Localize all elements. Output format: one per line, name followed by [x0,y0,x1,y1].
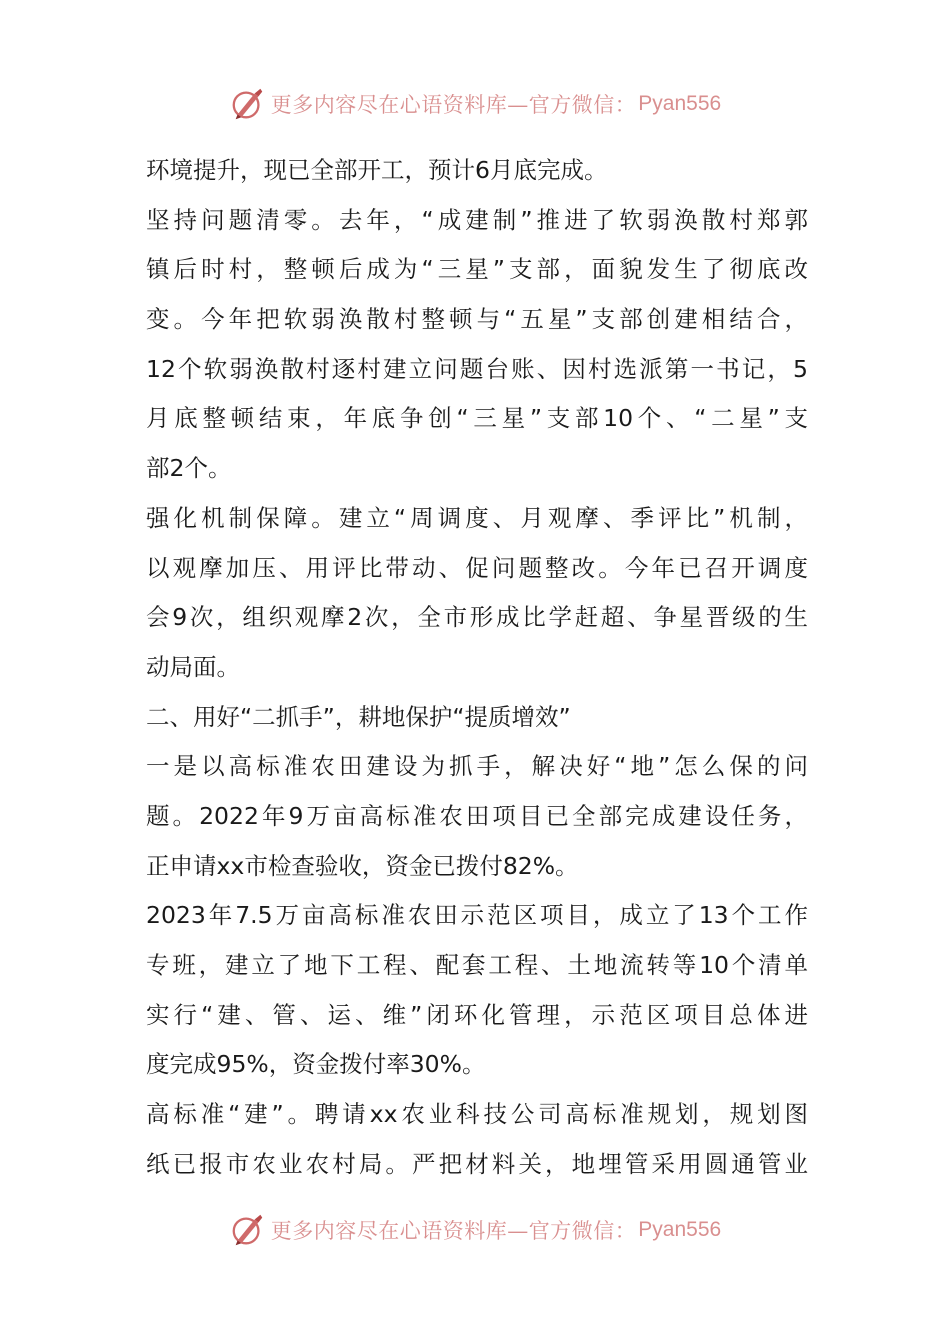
text-line: 实行“建、管、运、维”闭环化管理，示范区项目总体进 [146,1000,808,1029]
text-line: 一是以高标准农田建设为抓手，解决好“地”怎么保的问 [146,752,808,781]
header-watermark-banner [0,84,950,124]
text-line: 纸已报市农业农村局。严把材料关，地埋管采用圆通管业 [146,1149,808,1178]
footer-watermark-banner [0,1210,950,1250]
text-line: 坚持问题清零。去年，“成建制”推进了软弱涣散村郑郭 [146,205,808,234]
text-line: 2023年7.5万亩高标准农田示范区项目，成立了13个工作 [146,901,808,930]
footer-watermark-account: Pyan556 [638,1218,722,1241]
pen-logo-icon [229,1211,267,1249]
text-line: 镇后时村，整顿后成为“三星”支部，面貌发生了彻底改 [146,255,808,284]
footer-watermark-text: 更多内容尽在心语资料库—官方微信： [270,1219,637,1243]
text-line: 正申请xx市检查验收，资金已拨付82%。 [146,851,579,880]
text-line: 动局面。 [146,652,240,681]
text-line: 月底整顿结束，年底争创“三星”支部10个、“二星”支 [146,404,808,433]
text-line: 高标准“建”。聘请xx农业科技公司高标准规划，规划图 [146,1100,808,1129]
text-line: 环境提升，现已全部开工，预计6月底完成。 [146,156,608,184]
text-line: 度完成95%，资金拨付率30%。 [146,1050,486,1079]
text-line: 以观摩加压、用评比带动、促问题整改。今年已召开调度 [146,553,808,582]
document-body [146,146,808,1189]
text-line: 部2个。 [146,454,232,483]
text-line: 专班，建立了地下工程、配套工程、土地流转等10个清单 [146,951,808,979]
section-heading: 二、用好“二抓手”，耕地保护“提质增效” [146,702,571,731]
pen-logo-icon [229,85,267,123]
header-watermark-account: Pyan556 [638,92,722,115]
header-watermark-text: 更多内容尽在心语资料库—官方微信： [270,93,637,117]
text-line: 12个软弱涣散村逐村建立问题台账、因村选派第一书记，5 [146,354,808,383]
text-line: 会9次，组织观摩2次，全市形成比学赶超、争星晋级的生 [146,603,808,632]
text-line: 强化机制保障。建立“周调度、月观摩、季评比”机制， [146,503,808,532]
text-line: 变。今年把软弱涣散村整顿与“五星”支部创建相结合， [146,305,808,334]
text-line: 题。2022年9万亩高标准农田项目已全部完成建设任务， [146,801,808,830]
